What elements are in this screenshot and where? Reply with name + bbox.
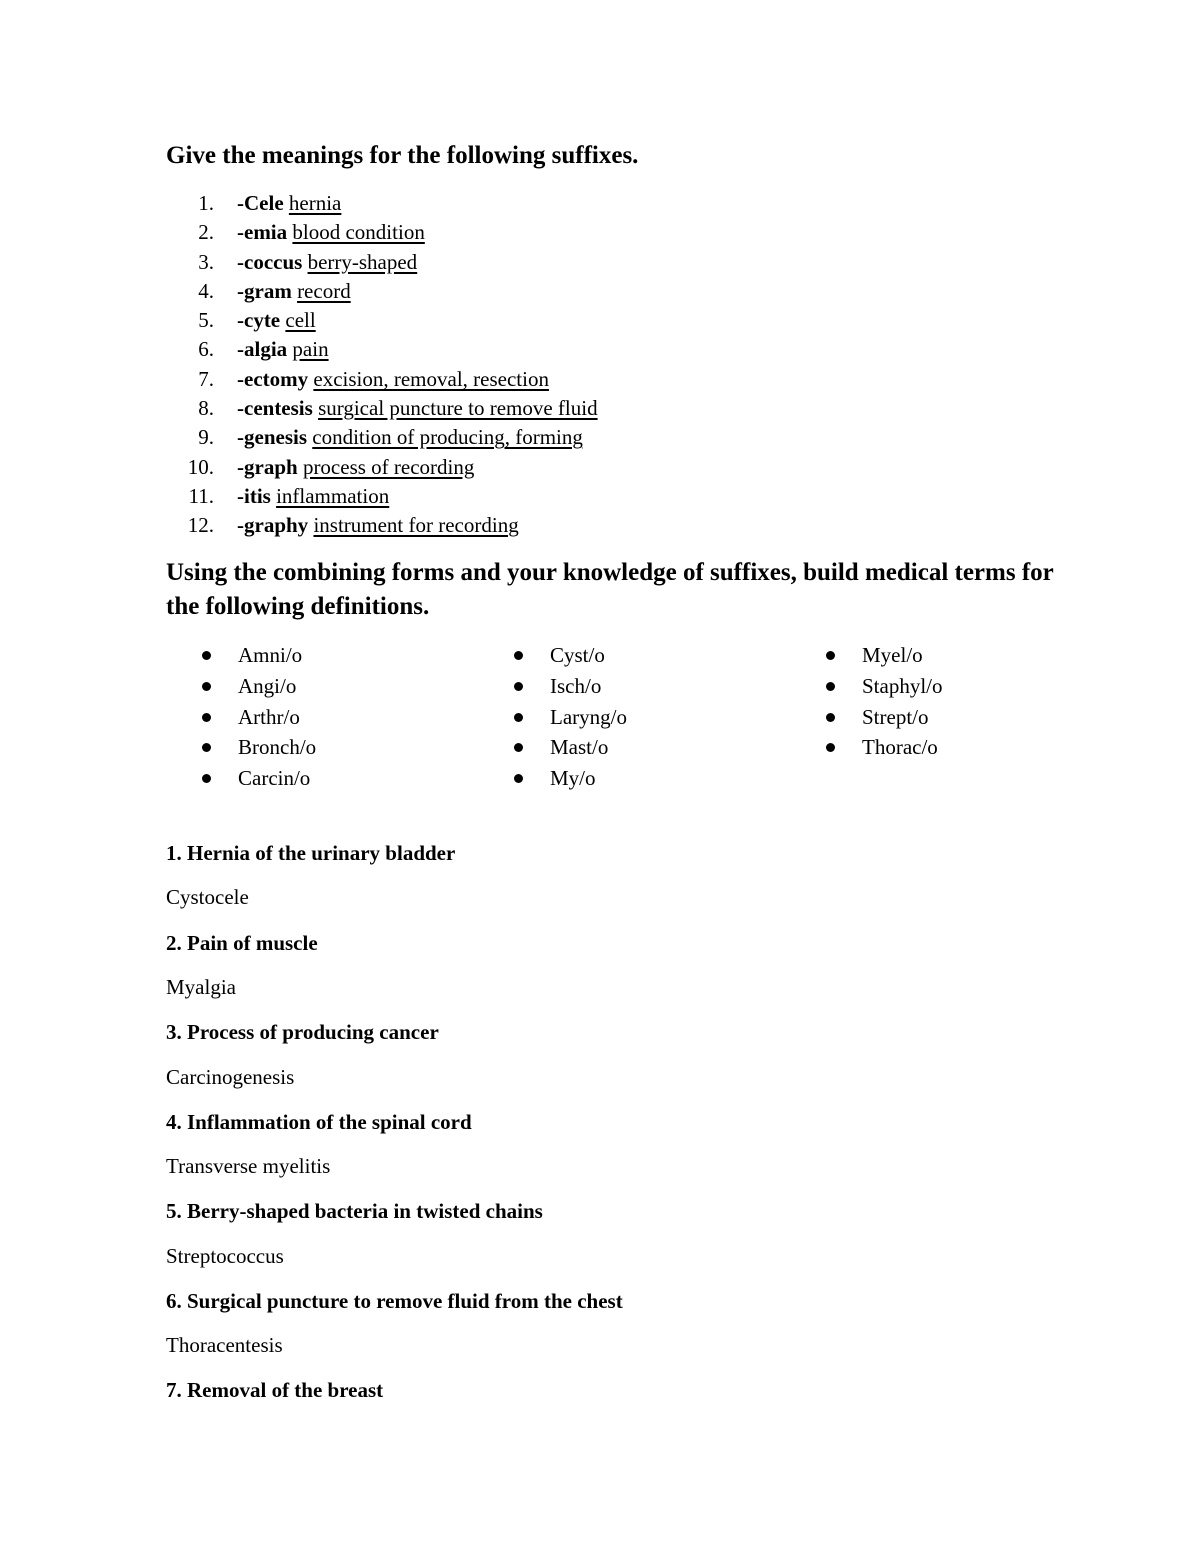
combining-form: Myel/o bbox=[862, 643, 923, 667]
answer-5: Streptococcus bbox=[166, 1244, 284, 1268]
question-3: 3. Process of producing cancer bbox=[166, 1020, 439, 1044]
combining-form: Amni/o bbox=[238, 643, 303, 667]
bullet-icon bbox=[826, 651, 835, 660]
suffix-term: -emia bbox=[237, 220, 288, 245]
bullet-icon bbox=[202, 774, 211, 783]
question-4: 4. Inflammation of the spinal cord bbox=[166, 1110, 472, 1134]
suffix-term: -graph bbox=[237, 454, 298, 479]
bullet-icon bbox=[826, 713, 835, 722]
answer-1: Cystocele bbox=[166, 885, 249, 909]
suffix-term: -genesis bbox=[237, 425, 307, 450]
combining-form: Carcin/o bbox=[238, 766, 311, 791]
suffix-term: -graphy bbox=[237, 513, 309, 538]
suffix-meaning: blood condition bbox=[292, 220, 425, 245]
suffix-term: -itis bbox=[237, 483, 271, 508]
suffix-term: -coccus bbox=[237, 249, 303, 274]
answer-3: Carcinogenesis bbox=[166, 1065, 295, 1089]
suffix-term: -algia bbox=[237, 337, 288, 362]
suffix-meaning: instrument for recording bbox=[313, 513, 519, 538]
question-2: 2. Pain of muscle bbox=[166, 931, 318, 955]
item-number: 5. bbox=[198, 308, 214, 333]
item-number: 6. bbox=[198, 337, 214, 362]
bullet-icon bbox=[514, 651, 523, 660]
bullet-icon bbox=[514, 743, 523, 752]
combining-form: Angi/o bbox=[238, 673, 297, 698]
bullet-icon bbox=[514, 774, 523, 783]
suffix-term: -ectomy bbox=[237, 366, 309, 391]
suffix-meaning: berry-shaped bbox=[307, 249, 418, 274]
bullet-icon bbox=[202, 682, 211, 691]
suffix-meaning: surgical puncture to remove fluid bbox=[318, 396, 598, 421]
question-6: 6. Surgical puncture to remove fluid from the chest bbox=[166, 1289, 623, 1313]
bullet-icon bbox=[202, 651, 211, 660]
build-terms-heading: Using the combining forms and your knowledge of suffixes, build medical terms for the following definitions. bbox=[166, 559, 1054, 620]
item-number: 11. bbox=[188, 483, 214, 508]
item-number: 8. bbox=[198, 396, 214, 421]
item-number: 4. bbox=[198, 278, 214, 303]
suffix-meaning: condition of producing, forming bbox=[312, 425, 583, 450]
suffix-meaning: process of recording bbox=[302, 454, 475, 479]
bullet-icon bbox=[826, 682, 835, 691]
suffix-term: -centesis bbox=[237, 396, 313, 421]
answer-4: Transverse myelitis bbox=[166, 1154, 331, 1178]
bullet-icon bbox=[826, 743, 835, 752]
combining-form: Thorac/o bbox=[862, 735, 938, 760]
combining-form: Arthr/o bbox=[238, 704, 300, 729]
suffix-term: -cyte bbox=[237, 308, 281, 333]
combining-form: Laryng/o bbox=[550, 704, 627, 729]
item-number: 7. bbox=[198, 366, 214, 391]
combining-form: Isch/o bbox=[550, 673, 602, 698]
suffix-term: -gram bbox=[237, 278, 292, 303]
item-number: 10. bbox=[187, 454, 214, 479]
answer-2: Myalgia bbox=[166, 975, 236, 999]
bullet-icon bbox=[202, 713, 211, 722]
bullet-icon bbox=[514, 682, 523, 691]
question-7: 7. Removal of the breast bbox=[166, 1378, 384, 1402]
item-number: 9. bbox=[198, 425, 214, 450]
suffix-meaning: pain bbox=[292, 337, 329, 362]
item-number: 1. bbox=[198, 191, 214, 215]
item-number: 3. bbox=[198, 249, 214, 274]
suffix-meaning: cell bbox=[285, 308, 316, 333]
suffix-meaning: excision, removal, resection bbox=[313, 366, 549, 391]
combining-form: Strept/o bbox=[862, 704, 929, 729]
suffix-meaning: hernia bbox=[288, 191, 342, 215]
combining-form: Staphyl/o bbox=[862, 673, 943, 698]
combining-form: Mast/o bbox=[550, 735, 609, 760]
bullet-icon bbox=[202, 743, 211, 752]
question-5: 5. Berry-shaped bacteria in twisted chains bbox=[166, 1199, 543, 1223]
bullet-icon bbox=[514, 713, 523, 722]
suffix-meaning: record bbox=[297, 278, 351, 303]
item-number: 2. bbox=[198, 220, 214, 245]
suffix-term: -Cele bbox=[237, 191, 284, 215]
combining-form: My/o bbox=[550, 766, 596, 791]
question-1: 1. Hernia of the urinary bladder bbox=[166, 841, 456, 865]
combining-form: Bronch/o bbox=[238, 735, 317, 760]
answer-6: Thoracentesis bbox=[166, 1333, 283, 1357]
item-number: 12. bbox=[187, 513, 214, 538]
combining-form: Cyst/o bbox=[550, 643, 605, 667]
suffix-heading: Give the meanings for the following suffixes. bbox=[166, 142, 639, 169]
suffix-meaning: inflammation bbox=[276, 483, 390, 508]
